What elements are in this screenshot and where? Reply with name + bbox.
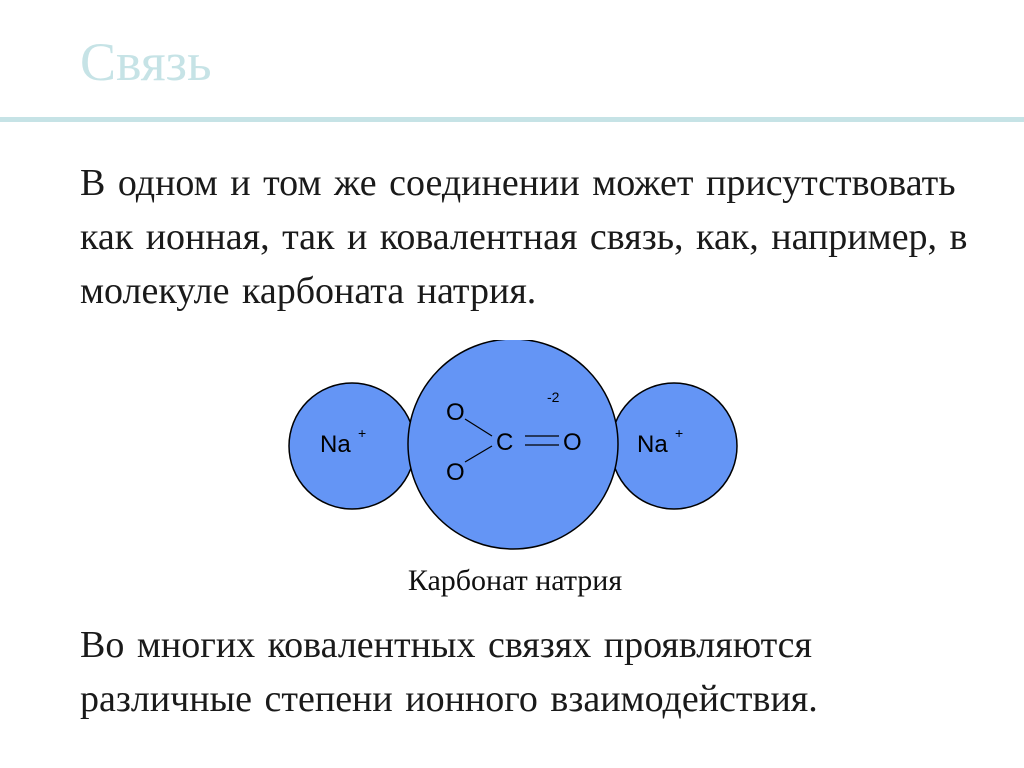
right-sodium-sphere — [611, 383, 737, 509]
paragraph-intro: В одном и том же соединении может присутствовать как ионная, так и ковалентная связь, как, например, в молекуле карбоната натрия. — [80, 162, 968, 312]
oxygen-bottom: O — [446, 459, 465, 486]
left-sodium-charge: + — [358, 425, 367, 441]
slide-title: Связь — [80, 32, 212, 92]
left-sodium-symbol: Na — [320, 431, 351, 458]
diagram-caption: Карбонат натрия — [407, 564, 623, 597]
oxygen-right: O — [563, 429, 582, 456]
anion-charge: -2 — [547, 389, 560, 405]
right-sodium-symbol: Na — [637, 431, 668, 458]
title-divider — [0, 117, 1024, 122]
carbon-atom: C — [496, 429, 514, 456]
oxygen-top: O — [446, 399, 465, 426]
paragraph-conclusion: Во многих ковалентных связях проявляются различные степени ионного взаимодействия. — [80, 624, 818, 720]
sodium-carbonate-diagram — [280, 340, 750, 555]
left-sodium-sphere — [289, 383, 415, 509]
right-sodium-charge: + — [675, 425, 684, 441]
